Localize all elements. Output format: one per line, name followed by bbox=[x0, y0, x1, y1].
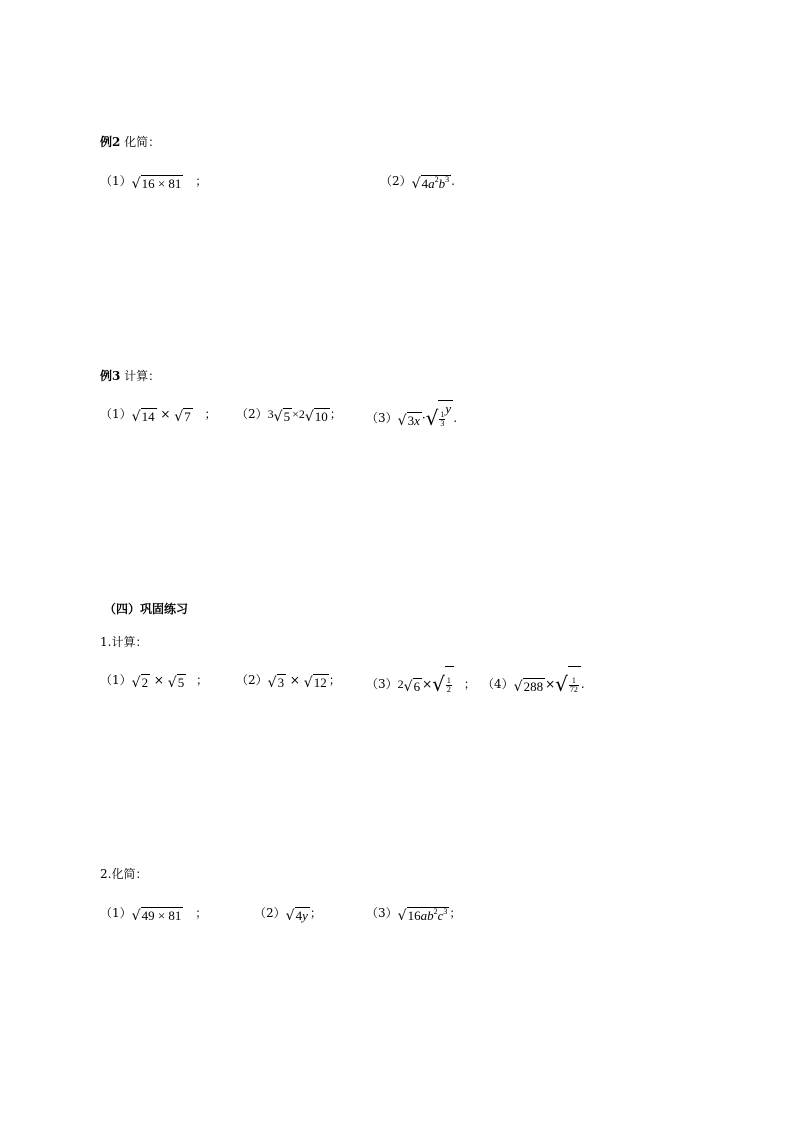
radicand: 14 bbox=[141, 409, 155, 424]
example-3-heading bbox=[100, 368, 160, 384]
coefficient: 4 bbox=[295, 908, 303, 923]
radical: √ $\frac{1}{3}$ y bbox=[425, 401, 452, 430]
radical: √ $\frac{1}{72}$ bbox=[555, 666, 581, 694]
punctuation: ； bbox=[195, 174, 208, 188]
coefficient: 3 bbox=[407, 413, 415, 428]
problem-label: （3） bbox=[366, 411, 398, 425]
problem-label: （4） bbox=[482, 677, 514, 691]
radical: √ 2 bbox=[131, 675, 149, 691]
radicand: 12 bbox=[313, 675, 327, 690]
problem-label: （3） bbox=[366, 906, 398, 920]
section-4-heading: （四）巩固练习 bbox=[104, 602, 189, 616]
example-2-problem-2 bbox=[380, 172, 455, 191]
radical: √ 49 × 81 bbox=[131, 908, 182, 924]
times-sign: × bbox=[545, 677, 556, 691]
dot-operator: · bbox=[421, 411, 426, 425]
punctuation: ； bbox=[449, 906, 462, 920]
exercise-1-problem-2 bbox=[236, 671, 341, 690]
radical: √ 10 bbox=[304, 409, 328, 425]
exponent: 2 bbox=[433, 907, 438, 916]
example-2-heading bbox=[100, 134, 160, 150]
punctuation: ； bbox=[329, 407, 342, 421]
radical: √ 5 bbox=[273, 409, 291, 425]
radicand: 6 bbox=[413, 679, 421, 694]
punctuation: . bbox=[451, 174, 455, 188]
punctuation: ； bbox=[309, 906, 322, 920]
times-sign: × bbox=[422, 677, 433, 691]
times-coefficient: ×2 bbox=[292, 407, 305, 421]
example-2-label: 例2 bbox=[100, 135, 121, 149]
radical: √ 4y bbox=[285, 908, 308, 924]
radical: √ 6 bbox=[403, 679, 421, 695]
exercise-2-problem-1 bbox=[100, 904, 207, 923]
example-3-label: 例3 bbox=[100, 369, 121, 383]
radical: √ 288 bbox=[513, 679, 544, 695]
radicand: 16 × 81 bbox=[141, 176, 182, 191]
exercise-2-problem-2 bbox=[254, 904, 322, 923]
coefficient: 16 bbox=[407, 908, 421, 923]
radical: √ 3x bbox=[397, 413, 420, 429]
radicand: 7 bbox=[184, 409, 191, 424]
problem-label: （2） bbox=[236, 407, 268, 421]
exercise-2-heading: 2.化简： bbox=[100, 867, 148, 881]
exponent: 3 bbox=[443, 907, 448, 916]
exercise-1-problem-1 bbox=[100, 671, 208, 690]
radicand: 49 × 81 bbox=[141, 908, 182, 923]
exercise-1-problem-4 bbox=[482, 666, 585, 694]
variable: x bbox=[414, 413, 420, 428]
punctuation: ； bbox=[195, 906, 208, 920]
punctuation: ； bbox=[463, 677, 476, 691]
fraction: $\frac{1}{3}$ bbox=[440, 410, 445, 428]
problem-label: （2） bbox=[380, 174, 412, 188]
problem-label: （2） bbox=[254, 906, 286, 920]
example-3-problem-2 bbox=[236, 405, 342, 424]
exercise-1-problem-3 bbox=[366, 666, 476, 694]
exponent: 3 bbox=[445, 175, 450, 184]
problem-label: （2） bbox=[236, 673, 268, 687]
radicand: 5 bbox=[283, 409, 291, 424]
radical: √ 14 bbox=[131, 409, 155, 425]
punctuation: ； bbox=[196, 673, 209, 687]
example-2-instruction: 化简： bbox=[120, 135, 161, 149]
radical: √ $\frac{1}{2}$ bbox=[432, 666, 454, 694]
coefficient: 3 bbox=[267, 407, 274, 421]
coefficient: 2 bbox=[397, 677, 404, 691]
example-2-problem-1 bbox=[100, 172, 207, 191]
punctuation: . bbox=[453, 411, 458, 425]
radicand: 10 bbox=[314, 409, 328, 424]
exercise-1-heading: 1.计算： bbox=[100, 635, 148, 649]
radical: √ $4a^2b^3$ bbox=[411, 175, 450, 192]
exponent: 2 bbox=[434, 175, 439, 184]
punctuation: ； bbox=[328, 673, 341, 687]
example-3-problem-1 bbox=[100, 405, 217, 424]
radical: √ 7 bbox=[174, 409, 191, 425]
example-3-instruction: 计算： bbox=[120, 369, 161, 383]
problem-label: （1） bbox=[100, 407, 132, 421]
problem-label: （1） bbox=[100, 673, 132, 687]
variable: y bbox=[445, 401, 452, 416]
variable: a bbox=[428, 176, 435, 191]
punctuation: ； bbox=[204, 407, 217, 421]
variable: ab bbox=[420, 908, 434, 923]
radicand: 5 bbox=[177, 675, 185, 690]
radical: √ 3 bbox=[267, 675, 285, 691]
exercise-2-problem-3 bbox=[366, 904, 461, 923]
variable: y bbox=[302, 908, 308, 923]
radicand: 3 bbox=[277, 675, 285, 690]
times-sign: × bbox=[289, 673, 300, 687]
times-sign: × bbox=[153, 673, 164, 687]
radical: √ 12 bbox=[303, 675, 327, 691]
radical: √ 16 × 81 bbox=[131, 176, 182, 192]
fraction: $\frac{1}{72}$ bbox=[569, 676, 578, 694]
variable: c bbox=[437, 908, 444, 923]
problem-label: （1） bbox=[100, 174, 132, 188]
times-sign: × bbox=[160, 407, 171, 421]
radicand: 288 bbox=[523, 679, 544, 694]
problem-label: （1） bbox=[100, 906, 132, 920]
radicand: 2 bbox=[141, 675, 149, 690]
problem-label: （3） bbox=[366, 677, 398, 691]
example-3-problem-3 bbox=[366, 400, 457, 428]
radical: √ 5 bbox=[167, 675, 185, 691]
radical: √ $16ab^2c^3$ bbox=[397, 907, 448, 924]
fraction: $\frac{1}{2}$ bbox=[446, 676, 451, 694]
punctuation: . bbox=[580, 677, 585, 691]
coefficient: 4 bbox=[421, 176, 429, 191]
variable: b bbox=[438, 176, 446, 191]
